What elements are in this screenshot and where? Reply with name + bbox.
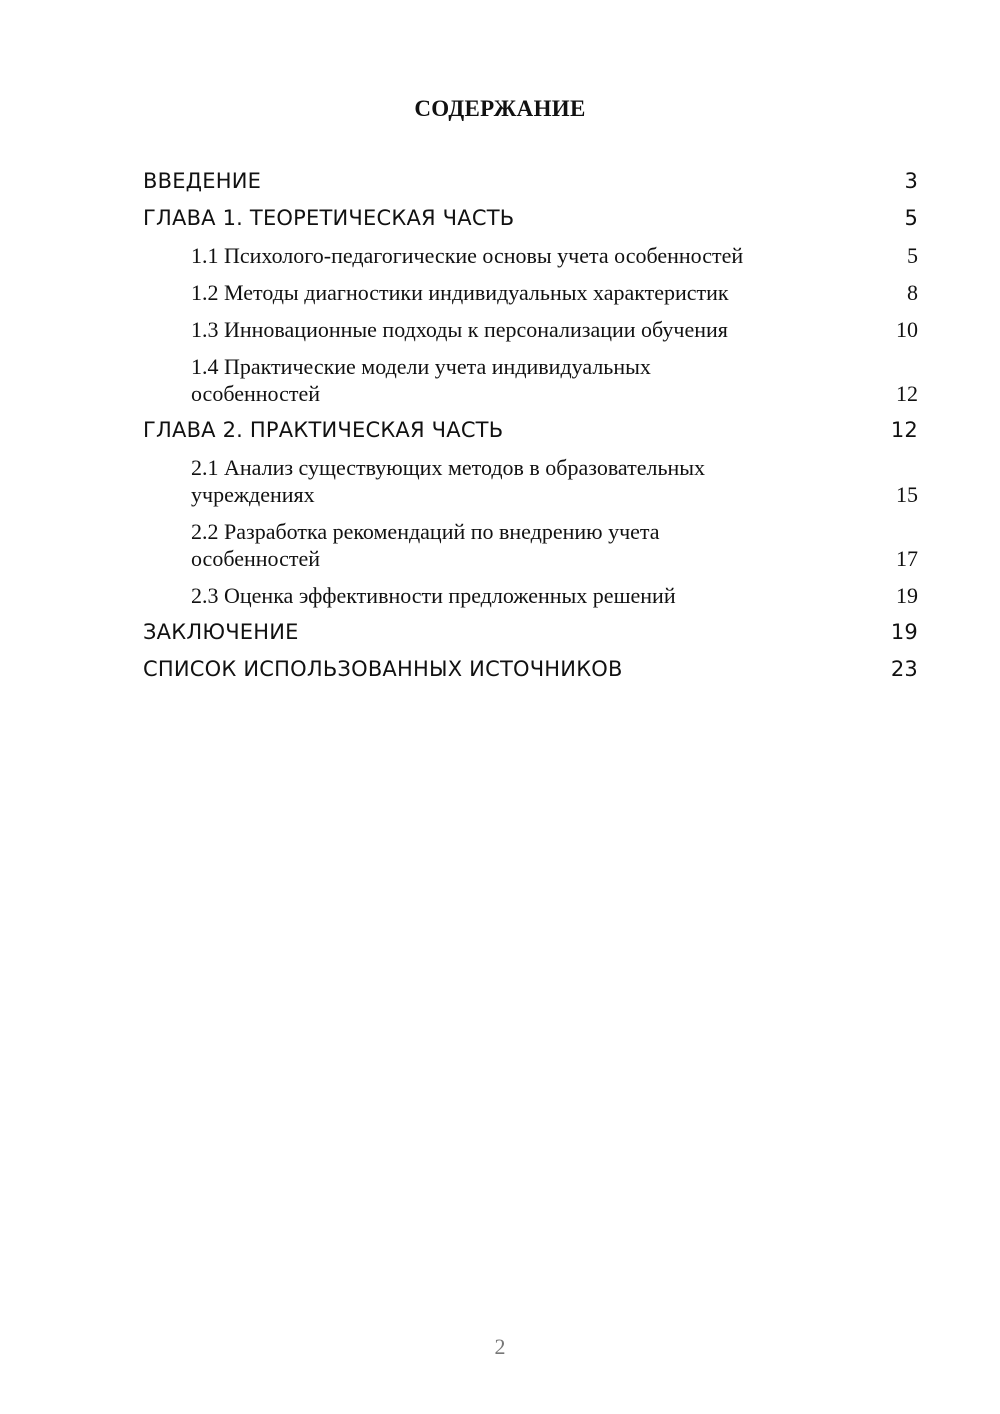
toc-entry-page: 12: [890, 418, 918, 442]
toc-entry-page: 8: [907, 280, 918, 305]
toc-subentry[interactable]: [143, 582, 918, 609]
toc-entry-label: 1.1 Психолого-педагогические основы учета особенностей: [191, 243, 744, 268]
toc-entry-page: 5: [904, 206, 918, 230]
toc-entry-page: 19: [890, 620, 918, 644]
toc-entry-page: 23: [890, 657, 918, 681]
toc-subentry[interactable]: [143, 242, 918, 269]
table-of-contents: [143, 168, 918, 693]
toc-entry-label: 1.2 Методы диагностики индивидуальных характеристик: [191, 280, 729, 305]
toc-entry-label: ЗАКЛЮЧЕНИЕ: [143, 620, 299, 644]
toc-entry[interactable]: [143, 619, 918, 646]
toc-entry-page: 3: [904, 169, 918, 193]
toc-entry-label: ГЛАВА 2. ПРАКТИЧЕСКАЯ ЧАСТЬ: [143, 418, 504, 442]
toc-entry-page: 19: [896, 583, 918, 608]
toc-subentry[interactable]: [143, 454, 918, 508]
toc-entry-label: 2.3 Оценка эффективности предложенных решений: [191, 583, 676, 608]
toc-entry-label: ВВЕДЕНИЕ: [143, 169, 262, 193]
toc-entry[interactable]: [143, 205, 918, 232]
toc-entry-label: 1.4 Практические модели учета индивидуальных особенностей: [191, 354, 651, 406]
toc-entry-label: 2.1 Анализ существующих методов в образовательных учреждениях: [191, 455, 706, 507]
toc-entry-label: 2.2 Разработка рекомендаций по внедрению учета особенностей: [191, 519, 660, 571]
toc-subentry[interactable]: [143, 316, 918, 343]
page-number: 2: [494, 1334, 506, 1359]
toc-entry[interactable]: [143, 168, 918, 195]
toc-entry-label: 1.3 Инновационные подходы к персонализации обучения: [191, 317, 728, 342]
toc-entry-page: 15: [896, 482, 918, 507]
toc-entry-label: ГЛАВА 1. ТЕОРЕТИЧЕСКАЯ ЧАСТЬ: [143, 206, 515, 230]
toc-entry-page: 10: [896, 317, 918, 342]
toc-subentry[interactable]: [143, 279, 918, 306]
toc-subentry[interactable]: [143, 518, 918, 572]
toc-entry-page: 5: [907, 243, 918, 268]
toc-entry[interactable]: [143, 656, 918, 683]
toc-entry-label: СПИСОК ИСПОЛЬЗОВАННЫХ ИСТОЧНИКОВ: [143, 657, 623, 681]
toc-title: СОДЕРЖАНИЕ: [414, 96, 586, 121]
toc-entry-page: 12: [896, 381, 918, 406]
toc-subentry[interactable]: [143, 353, 918, 407]
toc-entry[interactable]: [143, 417, 918, 444]
toc-entry-page: 17: [896, 546, 918, 571]
